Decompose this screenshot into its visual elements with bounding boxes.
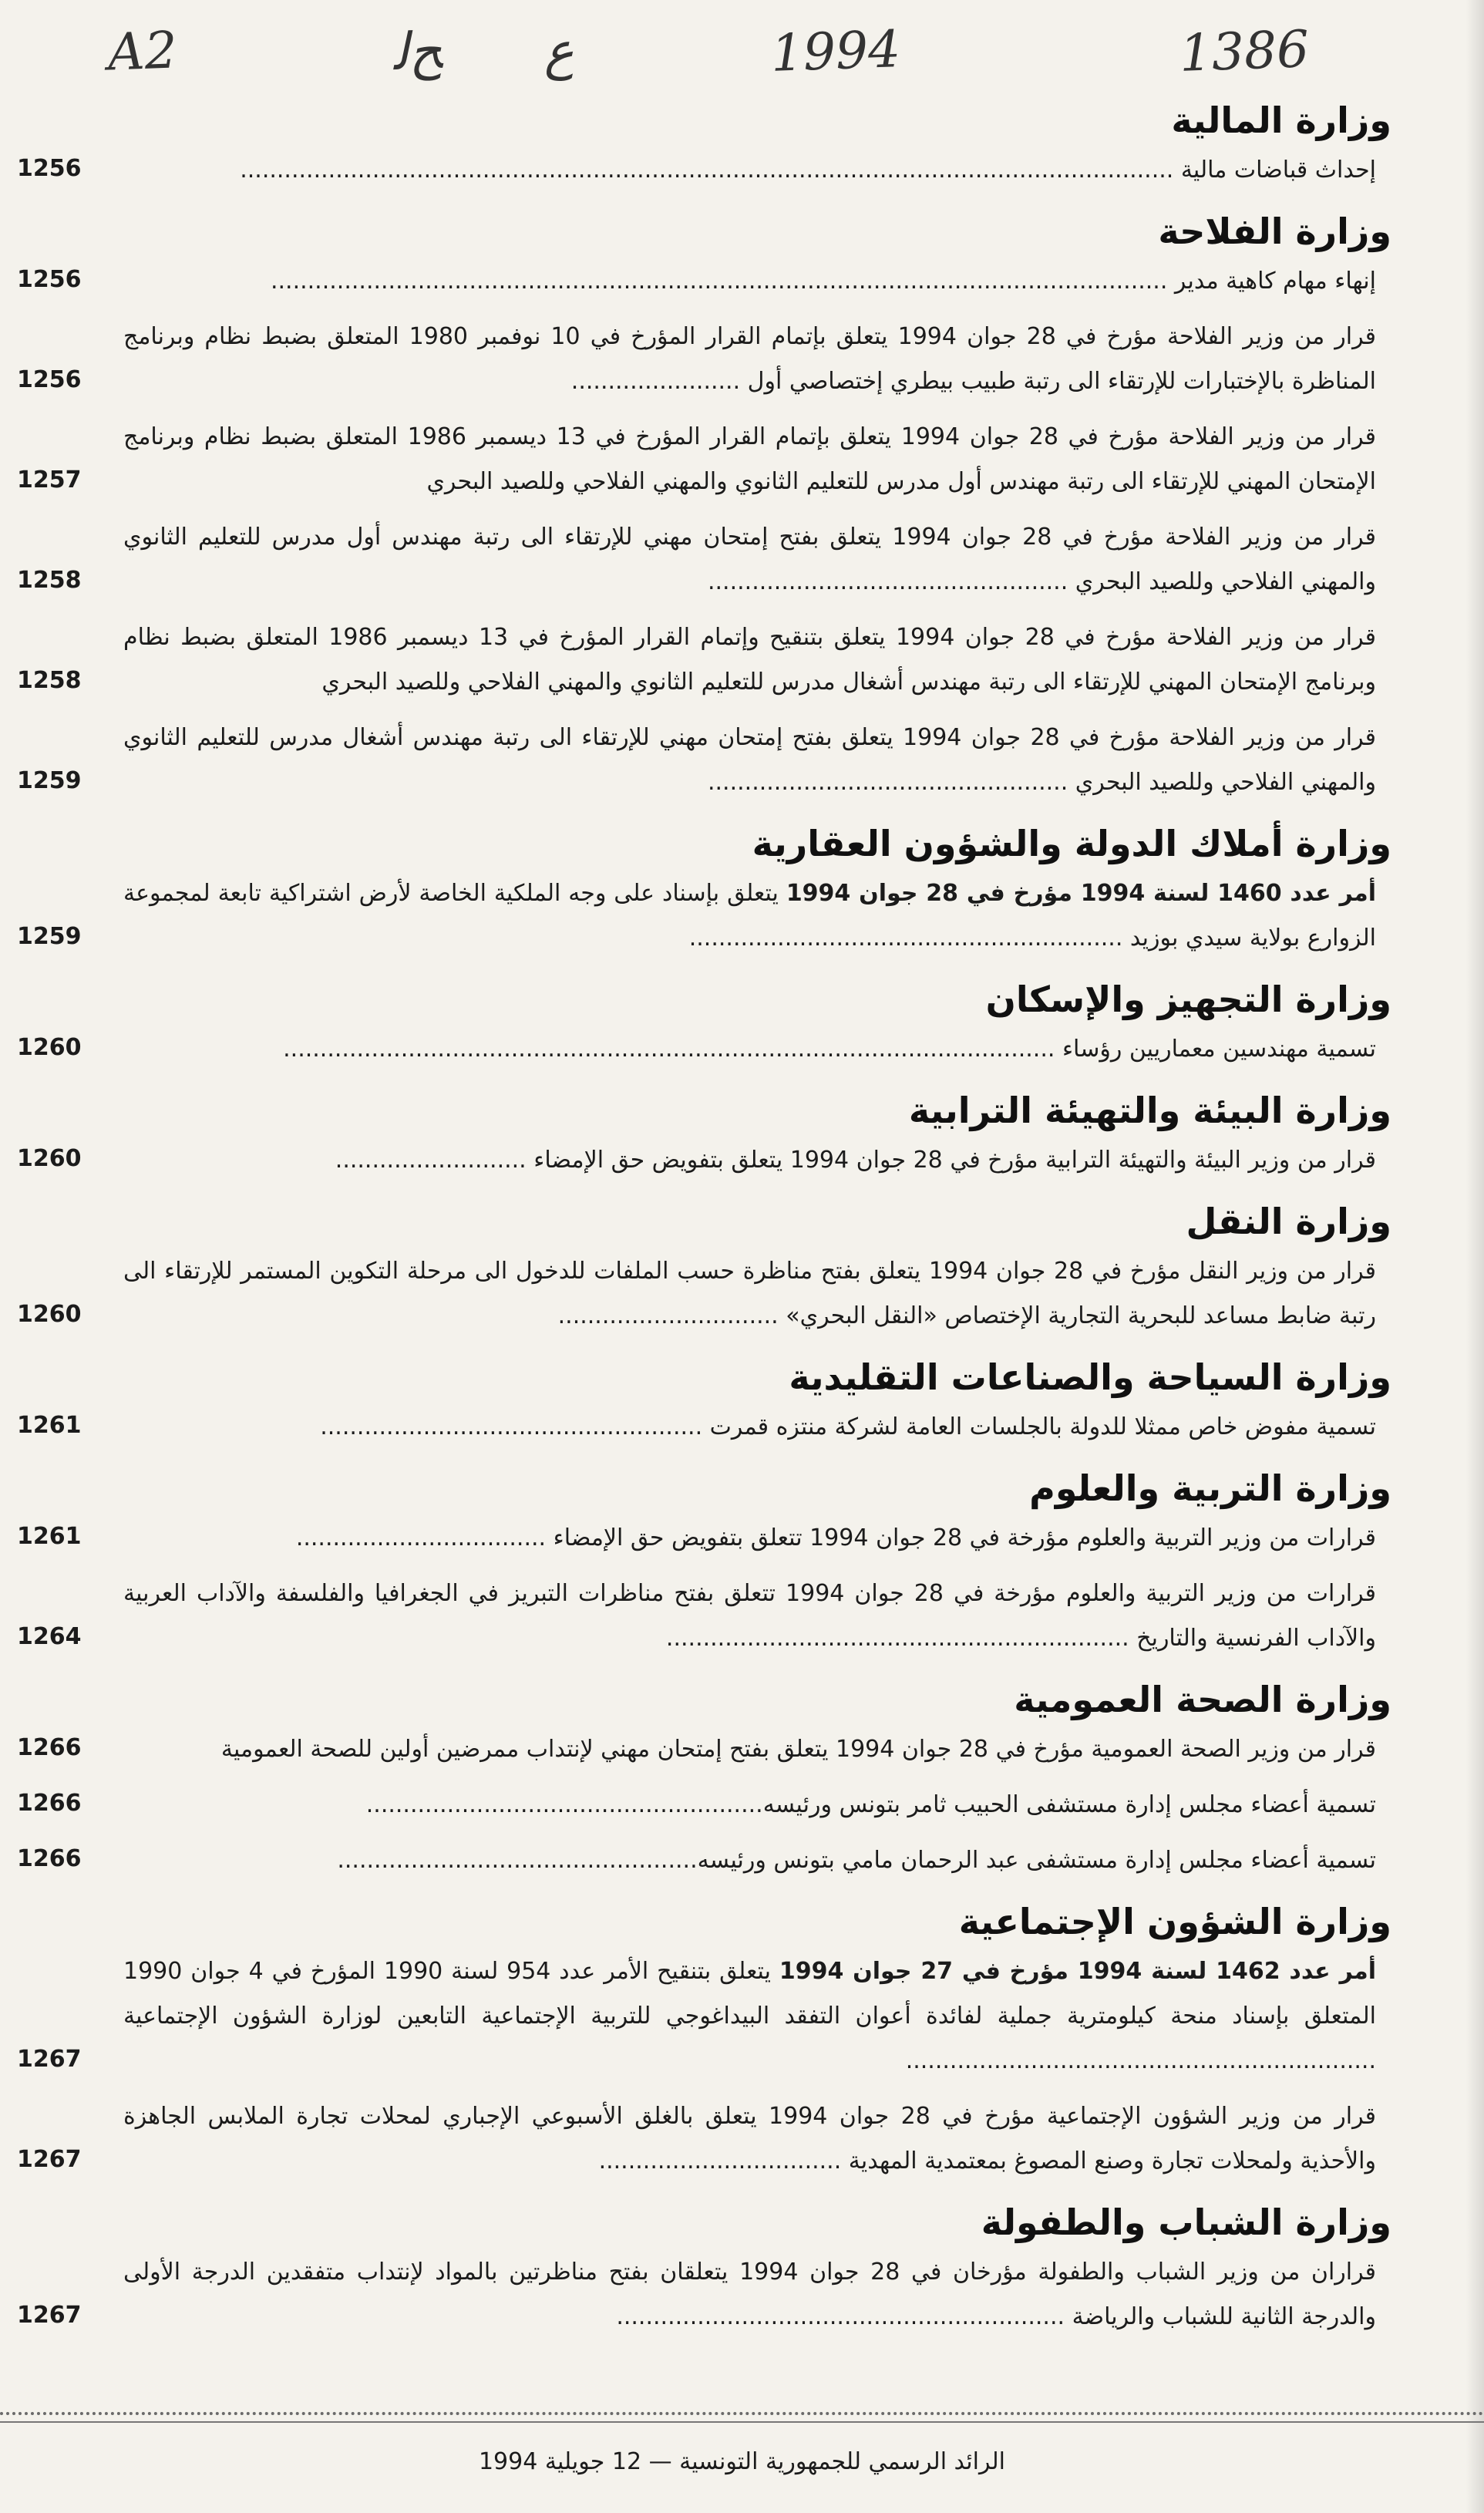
handwritten-annotations <box>0 0 1484 108</box>
entry-text: قرار من وزير الفلاحة مؤرخ في 28 جوان 1994 يتعلق بإتمام القرار المؤرخ في 10 نوفمبر 1980 المتعلق بضبط نظام وبرنامج المناظرة بالإختبارات للإرتقاء الى رتبة طبيب بيطري إختصاصي أول ....................... <box>123 323 1376 395</box>
entry-text: قرار من وزير الفلاحة مؤرخ في 28 جوان 1994 يتعلق بفتح إمتحان مهني للإرتقاء الى رتبة مهندس أول مدرس للتعليم الثانوي والمهني الفلاحي وللصيد البحري ................................................. <box>123 524 1376 595</box>
entry-page-number: 1260 <box>17 1145 82 1172</box>
handwritten-reference: 1386 <box>1178 19 1311 83</box>
entry-text: تسمية أعضاء مجلس إدارة مستشفى الحبيب ثامر بتونس ورئيسه...................................................... <box>365 1791 1376 1818</box>
toc-entry <box>0 1838 1484 1883</box>
entry-page-number: 1260 <box>17 1034 82 1061</box>
footer-divider <box>0 2421 1484 2423</box>
ministry-section <box>0 93 1484 193</box>
entry-page-number: 1266 <box>17 1734 82 1761</box>
entry-page-number: 1267 <box>17 2302 82 2329</box>
entry-page-number: 1261 <box>17 1523 82 1550</box>
entry-page-number: 1256 <box>17 266 82 293</box>
entry-page-number: 1260 <box>17 1301 82 1328</box>
toc-entry <box>0 1571 1484 1661</box>
ministry-section <box>0 1894 1484 2184</box>
ministry-title: وزارة التجهيز والإسكان <box>985 979 1391 1020</box>
footer-divider-dotted <box>0 2412 1484 2415</box>
entry-text: قرار من وزير الصحة العمومية مؤرخ في 28 جوان 1994 يتعلق بفتح إمتحان مهني لإنتداب ممرضين أولين للصحة العمومية <box>220 1736 1376 1763</box>
handwritten-mark: ﺢﻟ <box>392 20 443 83</box>
handwritten-mark: ع <box>542 21 575 82</box>
ministry-section <box>0 1194 1484 1339</box>
entry-page-number: 1258 <box>17 667 82 694</box>
toc-entry <box>0 1405 1484 1450</box>
ministry-title: وزارة الشباب والطفولة <box>981 2201 1391 2243</box>
ministry-section <box>0 2195 1484 2340</box>
toc-entry <box>0 415 1484 504</box>
ministry-section <box>0 204 1484 805</box>
entry-page-number: 1264 <box>17 1623 82 1650</box>
entry-text: قرار من وزير الفلاحة مؤرخ في 28 جوان 1994 يتعلق بإتمام القرار المؤرخ في 13 ديسمبر 1986 المتعلق بضبط نظام وبرنامج الإمتحان المهني للإرتقاء الى رتبة مهندس أول مدرس للتعليم الثانوي والمهني الفلاحي وللصيد البحري <box>123 423 1377 495</box>
toc-entry <box>0 1027 1484 1072</box>
toc-entry <box>0 1783 1484 1827</box>
entry-page-number: 1261 <box>17 1412 82 1439</box>
toc-entry <box>0 2094 1484 2184</box>
ministry-title: وزارة النقل <box>1186 1201 1391 1242</box>
handwritten-code: A2 <box>106 20 178 83</box>
entry-body: يتعلق بإسناد على وجه الملكية الخاصة لأرض اشتراكية تابعة لمجموعة الزوارع بولاية سيدي بوزيد ........................................................... <box>123 880 1376 952</box>
ministry-title: وزارة الفلاحة <box>1158 211 1391 252</box>
entry-page-number: 1256 <box>17 366 82 393</box>
entry-page-number: 1266 <box>17 1790 82 1817</box>
entry-page-number: 1259 <box>17 923 82 950</box>
entry-text: قرار من وزير النقل مؤرخ في 28 جوان 1994 يتعلق بفتح مناظرة حسب الملفات للدخول الى مرحلة التكوين المستمر للإرتقاء الى رتبة ضابط مساعد للبحرية التجارية الإختصاص «النقل البحري» .............................. <box>123 1258 1377 1329</box>
entry-text <box>123 1949 1376 2083</box>
ministry-title: وزارة التربية والعلوم <box>1029 1467 1391 1509</box>
ministry-title: وزارة المالية <box>1171 99 1391 141</box>
entry-text <box>123 871 1376 961</box>
entry-text: قرار من وزير الفلاحة مؤرخ في 28 جوان 1994 يتعلق بتنقيح وإتمام القرار المؤرخ في 13 ديسمبر 1986 المتعلق بضبط نظام وبرنامج الإمتحان المهني للإرتقاء الى رتبة مهندس أشغال مدرس للتعليم الثانوي والمهني الفلاحي وللصيد البحري <box>123 624 1376 696</box>
toc-entry <box>0 515 1484 605</box>
entry-page-number: 1259 <box>17 767 82 794</box>
entry-text: تسمية مهندسين معماريين رؤساء ......................................................................................................... <box>283 1036 1376 1063</box>
entry-text: قرارات من وزير التربية والعلوم مؤرخة في 28 جوان 1994 تتعلق بفتح مناظرات التبريز في الجغرافيا والفلسفة والآداب العربية والآداب الفرنسية والتاريخ ............................................................... <box>123 1580 1376 1652</box>
page-footer: الرائد الرسمي للجمهورية التونسية — 12 جويلية 1994 <box>478 2448 1006 2475</box>
entry-text: قراران من وزير الشباب والطفولة مؤرخان في 28 جوان 1994 يتعلقان بفتح مناظرتين بالمواد لإنتداب متفقدين الدرجة الأولى والدرجة الثانية للشباب والرياضة ............................................................. <box>123 2259 1376 2330</box>
toc-entry <box>0 259 1484 304</box>
ministry-section <box>0 1349 1484 1450</box>
entry-page-number: 1257 <box>17 467 82 494</box>
ministry-title: وزارة الصحة العمومية <box>1014 1679 1391 1720</box>
toc-entry <box>0 1727 1484 1772</box>
entry-text: إنهاء مهام كاهية مدير .......................................................................................................................... <box>270 268 1376 295</box>
entry-text: تسمية مفوض خاص ممثلا للدولة بالجلسات العامة لشركة منتزه قمرت .................................................... <box>320 1413 1376 1440</box>
toc-entry <box>0 148 1484 193</box>
toc-entry <box>0 716 1484 805</box>
toc-entry <box>0 1516 1484 1561</box>
entry-page-number: 1267 <box>17 2146 82 2173</box>
entry-body: يتعلق بتنقيح الأمر عدد 954 لسنة 1990 المؤرخ في 4 جوان 1990 المتعلق بإسناد منحة كيلومترية جملية لفائدة أعوان التفقد البيداغوجي للتربية الإجتماعية التابعين لوزارة الشؤون الإجتماعية ................................................................ <box>123 1958 1376 2074</box>
entry-text: قرار من وزير البيئة والتهيئة الترابية مؤرخ في 28 جوان 1994 يتعلق بتفويض حق الإمضاء .......................... <box>335 1147 1376 1174</box>
decree-reference: أمر عدد 1460 لسنة 1994 مؤرخ في 28 جوان 1994 <box>786 880 1376 907</box>
decree-reference: أمر عدد 1462 لسنة 1994 مؤرخ في 27 جوان 1994 <box>779 1958 1376 1985</box>
entry-page-number: 1266 <box>17 1845 82 1872</box>
ministry-title: وزارة السياحة والصناعات التقليدية <box>789 1356 1391 1398</box>
ministry-title: وزارة أملاك الدولة والشؤون العقارية <box>752 823 1391 864</box>
toc-entry <box>0 2250 1484 2340</box>
entry-text: تسمية أعضاء مجلس إدارة مستشفى عبد الرحمان مامي بتونس ورئيسه................................................. <box>337 1847 1376 1874</box>
ministry-section <box>0 816 1484 961</box>
handwritten-year: 1994 <box>769 19 902 83</box>
ministry-section <box>0 1672 1484 1883</box>
toc-entry <box>0 315 1484 404</box>
toc-entry <box>0 871 1484 961</box>
ministry-section <box>0 1460 1484 1661</box>
entry-page-number: 1256 <box>17 155 82 182</box>
toc-entry <box>0 1949 1484 2083</box>
entry-text: قرار من وزير الشؤون الإجتماعية مؤرخ في 28 جوان 1994 يتعلق بالغلق الأسبوعي الإجباري لمحلات تجارة الملابس الجاهزة والأحذية ولمحلات تجارة وصنع المصوغ بمعتمدية المهدية ................................. <box>123 2103 1377 2174</box>
entry-text: إحداث قباضات مالية ............................................................................................................................... <box>240 157 1376 184</box>
ministry-section <box>0 972 1484 1072</box>
entry-page-number: 1267 <box>17 2046 82 2073</box>
toc-entry <box>0 1138 1484 1183</box>
entry-text: قرار من وزير الفلاحة مؤرخ في 28 جوان 1994 يتعلق بفتح إمتحان مهني للإرتقاء الى رتبة مهندس أشغال مدرس للتعليم الثانوي والمهني الفلاحي وللصيد البحري ................................................. <box>123 724 1377 796</box>
ministry-section <box>0 1083 1484 1183</box>
entry-page-number: 1258 <box>17 567 82 594</box>
entry-text: قرارات من وزير التربية والعلوم مؤرخة في 28 جوان 1994 تتعلق بتفويض حق الإمضاء .................................. <box>295 1524 1376 1551</box>
ministry-title: وزارة الشؤون الإجتماعية <box>958 1901 1391 1942</box>
ministry-title: وزارة البيئة والتهيئة الترابية <box>908 1090 1391 1131</box>
toc-entry <box>0 615 1484 705</box>
toc-entry <box>0 1249 1484 1339</box>
table-of-contents <box>0 93 1484 2352</box>
